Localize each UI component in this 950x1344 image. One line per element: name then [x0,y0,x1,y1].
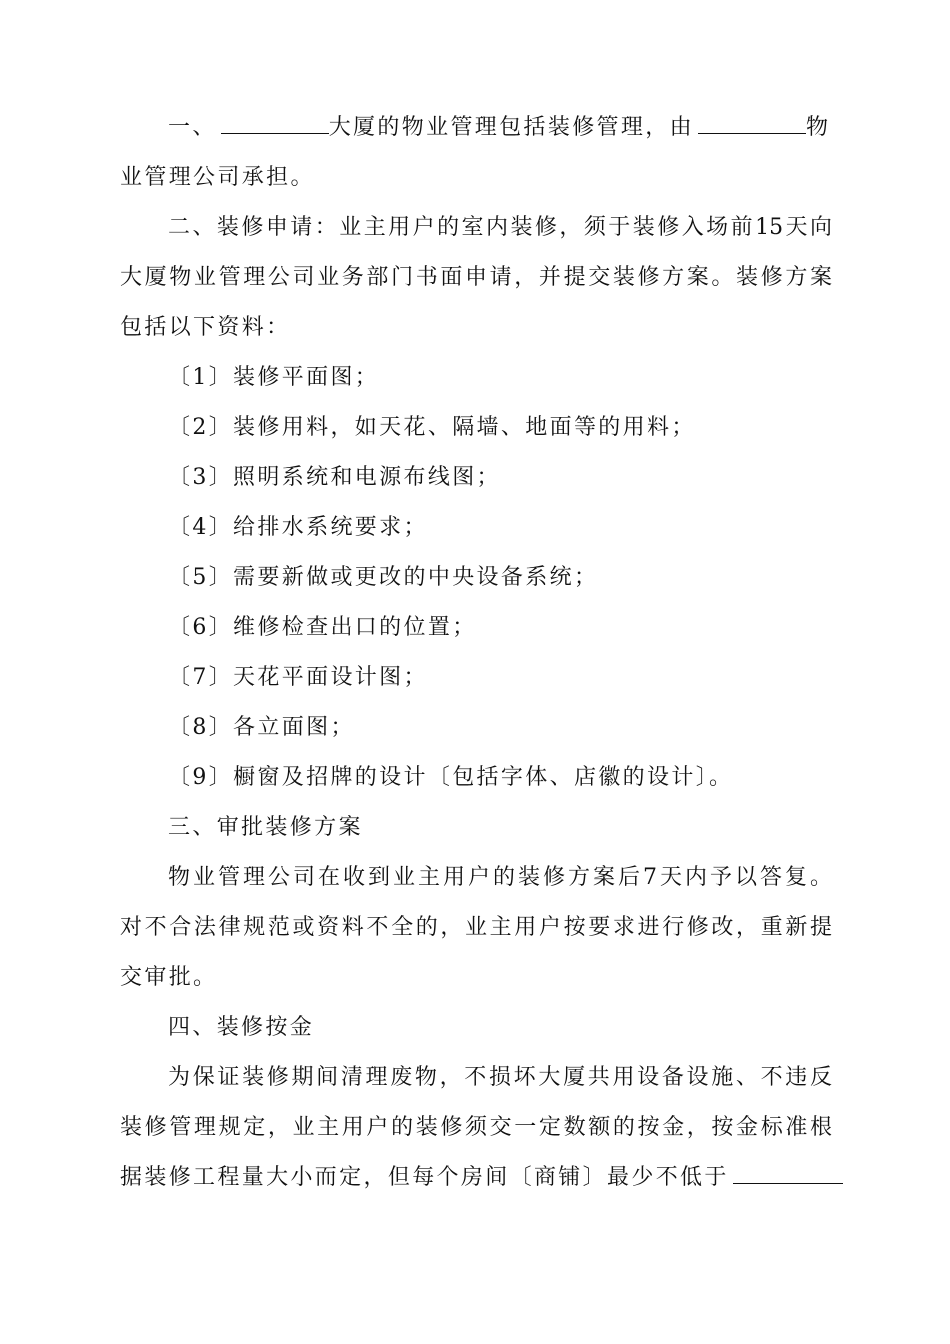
blank-field-building-name[interactable] [221,115,329,134]
list-item-4: 〔4〕给排水系统要求； [168,515,428,540]
paragraph-1-line-1 [120,103,832,153]
section-heading-3: 三、审批装修方案 [168,815,363,840]
list-item-5: 〔5〕需要新做或更改的中央设备系统； [168,565,599,590]
list-item-2: 〔2〕装修用料，如天花、隔墙、地面等的用料； [168,415,696,440]
list-item-7: 〔7〕天花平面设计图； [168,665,428,690]
blank-field-deposit-amount[interactable] [733,1165,843,1184]
paragraph-2-line-2: 大厦物业管理公司业务部门书面申请，并提交装修方案。装修方案 [120,265,832,290]
paragraph-3-line-2: 对不合法律规范或资料不全的，业主用户按要求进行修改，重新提 [120,915,832,940]
paragraph-4-line-2: 装修管理规定，业主用户的装修须交一定数额的按金，按金标准根 [120,1115,832,1140]
paragraph-4-line-1: 为保证装修期间清理废物，不损坏大厦共用设备设施、不违反 [168,1065,832,1090]
paragraph-4-line-3 [120,1153,832,1203]
p1-mid: 大厦的物业管理包括装修管理，由 [328,115,694,140]
p4-line-3-text: 据装修工程量大小而定，但每个房间〔商铺〕最少不低于 [120,1165,729,1190]
p1-tail: 物 [805,115,831,140]
paragraph-2-line-3: 包括以下资料： [120,315,291,340]
list-item-3: 〔3〕照明系统和电源布线图； [168,465,501,490]
paragraph-2-line-1: 二、装修申请：业主用户的室内装修，须于装修入场前15天向 [168,215,832,240]
list-item-8: 〔8〕各立面图； [168,715,355,740]
section-heading-4: 四、装修按金 [168,1015,315,1040]
list-item-6: 〔6〕维修检查出口的位置； [168,615,477,640]
list-item-9: 〔9〕橱窗及招牌的设计〔包括字体、店徽的设计〕。 [168,765,734,790]
paragraph-3-line-1: 物业管理公司在收到业主用户的装修方案后7天内予以答复。 [168,865,832,890]
paragraph-3-line-3: 交审批。 [120,965,218,990]
paragraph-1-line-2: 业管理公司承担。 [120,165,315,190]
p1-lead: 一、 [168,115,217,140]
list-item-1: 〔1〕装修平面图； [168,365,380,390]
blank-field-company-name[interactable] [698,115,806,134]
